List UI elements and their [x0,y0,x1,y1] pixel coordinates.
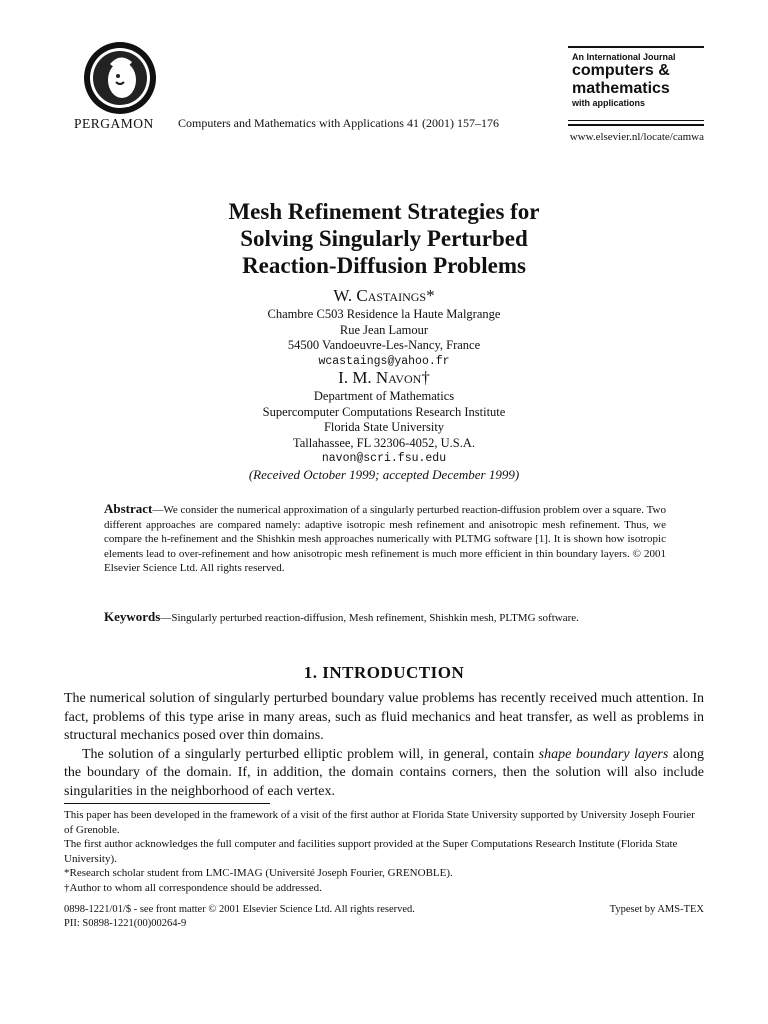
author1-name: W. Castaings* [333,286,435,305]
title-line: Reaction-Diffusion Problems [242,253,526,278]
footnote: This paper has been developed in the framework of a visit of the first author at Florida State University supported by University Joseph Fourier of Grenoble. [64,809,695,836]
paragraph-text: The solution of a singularly perturbed elliptic problem will, in general, contain [82,746,539,762]
typeset-credit: Typeset by AMS-TEX [609,904,704,915]
section-heading: 1. INTRODUCTION [303,663,465,682]
journal-name-line2: mathematics [572,80,670,97]
author2-affiliation-line: Supercomputer Computations Research Institute [262,404,506,419]
journal-box-rule-a [568,120,704,121]
author2-affiliation-line: Tallahassee, FL 32306-4052, U.S.A. [293,435,475,450]
author1-block [0,286,768,369]
keywords-heading: Keywords [104,609,161,624]
footnote: The first author acknowledges the full computer and facilities support provided at the Super Computations Research Institute (Florida State University). [64,838,678,865]
author1-email: wcastaings@yahoo.fr [318,354,450,368]
author1-affiliation-line: Rue Jean Lamour [339,322,429,337]
paragraph: The numerical solution of singularly perturbed boundary value problems has recently received much attention. In fact, problems of this type arise in many areas, such as fluid mechanics and heat transfer, as well as problems in structural mechanics posed over thin domains. [64,691,704,743]
footnote: *Research scholar student from LMC-IMAG (Université Joseph Fourier, GRENOBLE). [64,867,453,879]
keywords [104,610,666,625]
author2-affiliation-line: Department of Mathematics [313,389,455,403]
title-line: Solving Singularly Perturbed [240,226,528,251]
author2-name: I. M. Navon† [338,368,430,387]
author2-email: navon@scri.fsu.edu [321,452,447,466]
author1-affiliation-line: 54500 Vandoeuvre-Les-Nancy, France [287,338,481,353]
footnotes [64,808,704,895]
author2-block [0,368,768,467]
journal-box-rule-b [568,124,704,126]
journal-masthead [572,52,706,108]
author1-affiliation-line: Chambre C503 Residence la Haute Malgrange [267,307,501,321]
journal-subtitle: with applications [572,98,646,108]
received-dates: (Received October 1999; accepted December 1999) [248,467,520,482]
journal-url: www.elsevier.nl/locate/camwa [569,131,704,143]
journal-box-rule-top [568,46,704,48]
section-body [64,690,704,801]
paragraph [64,746,704,802]
author2-affiliation-line: Florida State University [323,420,445,435]
journal-intl-label: An International Journal [572,52,676,62]
paper-title [0,198,768,279]
keywords-text: —Singularly perturbed reaction-diffusion, Mesh refinement, Shishkin mesh, PLTMG software. [160,612,579,624]
paragraph-emphasis: shape boundary layers [538,746,669,762]
paragraph-text: along the boundary of the domain. If, in addition, the domain contains corners, then the solution will also include singularities in the neighborhood of each vertex. [64,746,704,799]
copyright-line [64,904,704,915]
footnote-rule [64,803,270,804]
journal-name-line1: computers & [572,62,670,79]
copyright-text: 0898-1221/01/$ - see front matter © 2001 Elsevier Science Ltd. All rights reserved. [64,904,415,915]
title-line: Mesh Refinement Strategies for [228,199,540,224]
journal-citation: Computers and Mathematics with Applications 41 (2001) 157–176 [178,116,499,130]
publisher-seal-icon [80,38,160,118]
abstract-heading: Abstract [104,501,153,516]
publisher-name: PERGAMON [74,116,154,131]
pii: PII: S0898-1221(00)00264-9 [64,918,187,929]
abstract-text: —We consider the numerical approximation of a singularly perturbed reaction-diffusion problem over a square. Two different approaches are compared namely: adaptive isotropic mesh refinement and anisotropic mesh refinement. Thus, we compare the h-refinement and the Shishkin mesh approaches numerically with PLTMG software [1]. It is shown how isotropic elements lead to over-refinement and how anisotropic mesh refinement is much more efficient in thin boundary layers. © 2001 Elsevier Science Ltd. All rights reserved. [104,504,666,574]
footnote: †Author to whom all correspondence should be addressed. [64,881,322,894]
abstract [104,502,666,576]
publisher-logo [80,38,160,118]
